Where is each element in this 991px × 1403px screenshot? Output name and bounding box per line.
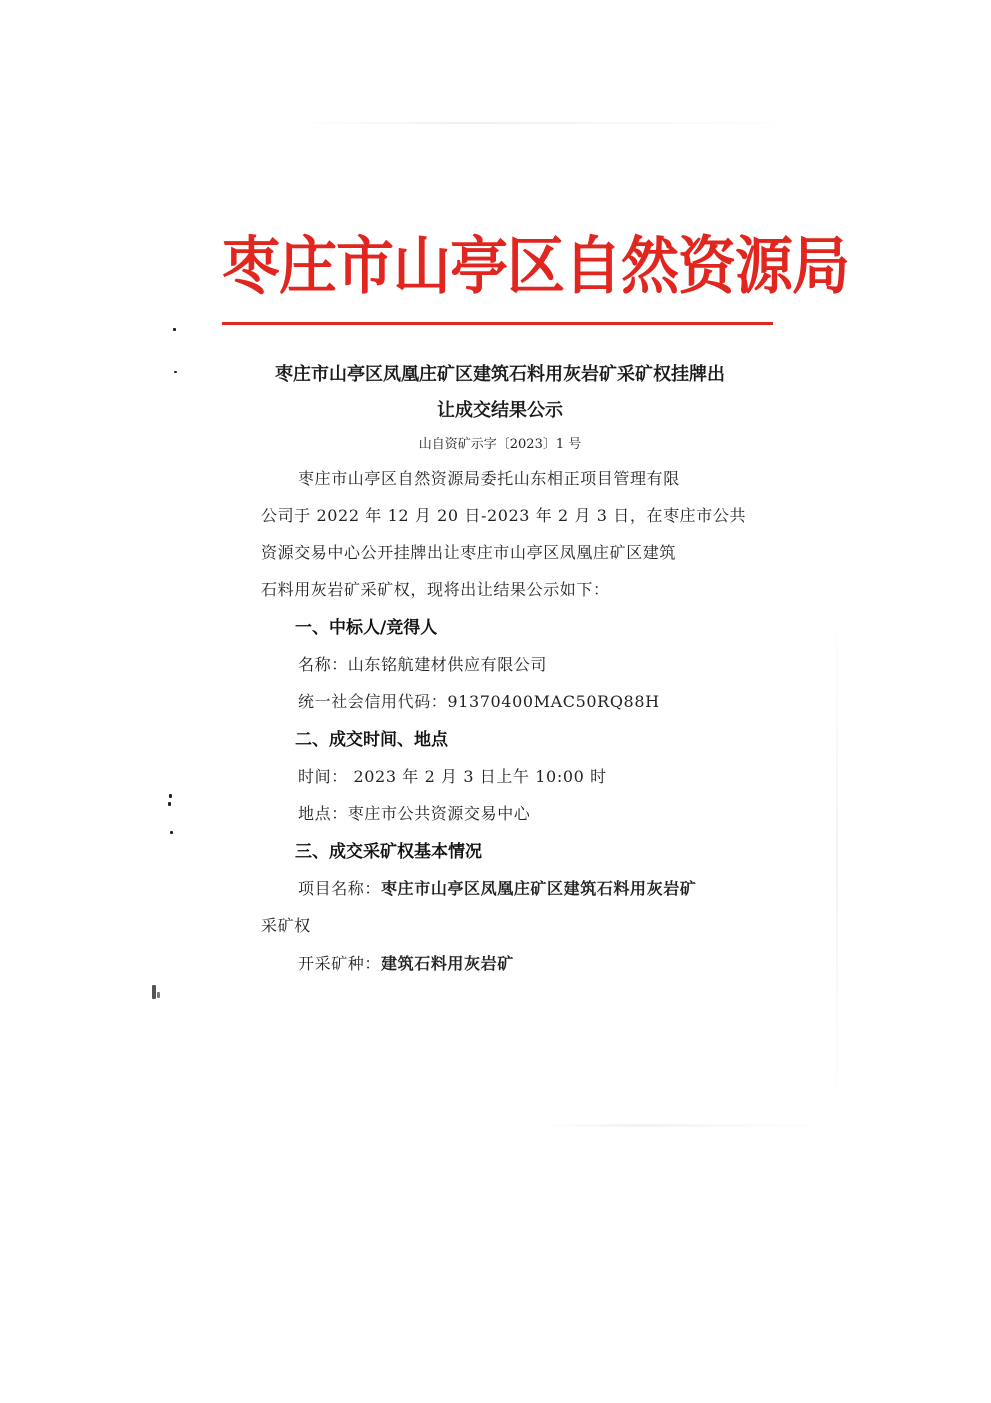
intro-line-1: 枣庄市山亭区自然资源局委托山东相正项目管理有限: [298, 469, 680, 488]
scan-speck: [157, 992, 160, 998]
scan-speck: [152, 985, 156, 999]
agency-header: 枣庄市山亭区自然资源局: [222, 229, 850, 303]
intro-line-2: 公司于 2022 年 12 月 20 日-2023 年 2 月 3 日，在枣庄市公共: [261, 506, 747, 525]
section-heading-winner: 一、中标人/竞得人: [295, 618, 438, 638]
header-red-rule: [222, 322, 773, 325]
project-name-label: 项目名称：: [298, 879, 382, 898]
deal-place: 地点：枣庄市公共资源交易中心: [298, 804, 531, 823]
intro-line-4: 石料用灰岩矿采矿权，现将出让结果公示如下：: [261, 580, 610, 599]
document-title-line-2: 让成交结果公示: [437, 400, 563, 421]
project-name-value: 枣庄市山亭区凤凰庄矿区建筑石料用灰岩矿: [381, 879, 697, 898]
scan-artifact: [540, 1124, 840, 1127]
scan-speck: [170, 831, 173, 834]
scan-speck: [168, 802, 171, 806]
section-heading-basic-info: 三、成交采矿权基本情况: [295, 842, 482, 862]
section-heading-time-place: 二、成交时间、地点: [295, 730, 448, 750]
deal-time: 时间： 2023 年 2 月 3 日上午 10:00 时: [298, 767, 607, 786]
document-number: 山自资矿示字〔2023〕1 号: [418, 437, 582, 452]
mineral-type-label: 开采矿种：: [298, 954, 382, 973]
winner-name: 名称：山东铭航建材供应有限公司: [298, 655, 548, 674]
scan-speck: [174, 371, 177, 373]
project-name-line-1: [298, 877, 696, 901]
project-name-line-2: 采矿权: [261, 916, 311, 935]
document-title-line-1: 枣庄市山亭区凤凰庄矿区建筑石料用灰岩矿采矿权挂牌出: [275, 364, 725, 385]
mineral-type-value: 建筑石料用灰岩矿: [381, 954, 514, 973]
scan-speck: [173, 328, 176, 331]
intro-line-3: 资源交易中心公开挂牌出让枣庄市山亭区凤凰庄矿区建筑: [261, 543, 677, 562]
scan-speck: [169, 794, 172, 798]
scan-artifact: [836, 600, 838, 1120]
scan-artifact: [290, 122, 810, 124]
mineral-type-line: [298, 952, 514, 976]
winner-credit-code: 统一社会信用代码：91370400MAC50RQ88H: [298, 692, 660, 711]
